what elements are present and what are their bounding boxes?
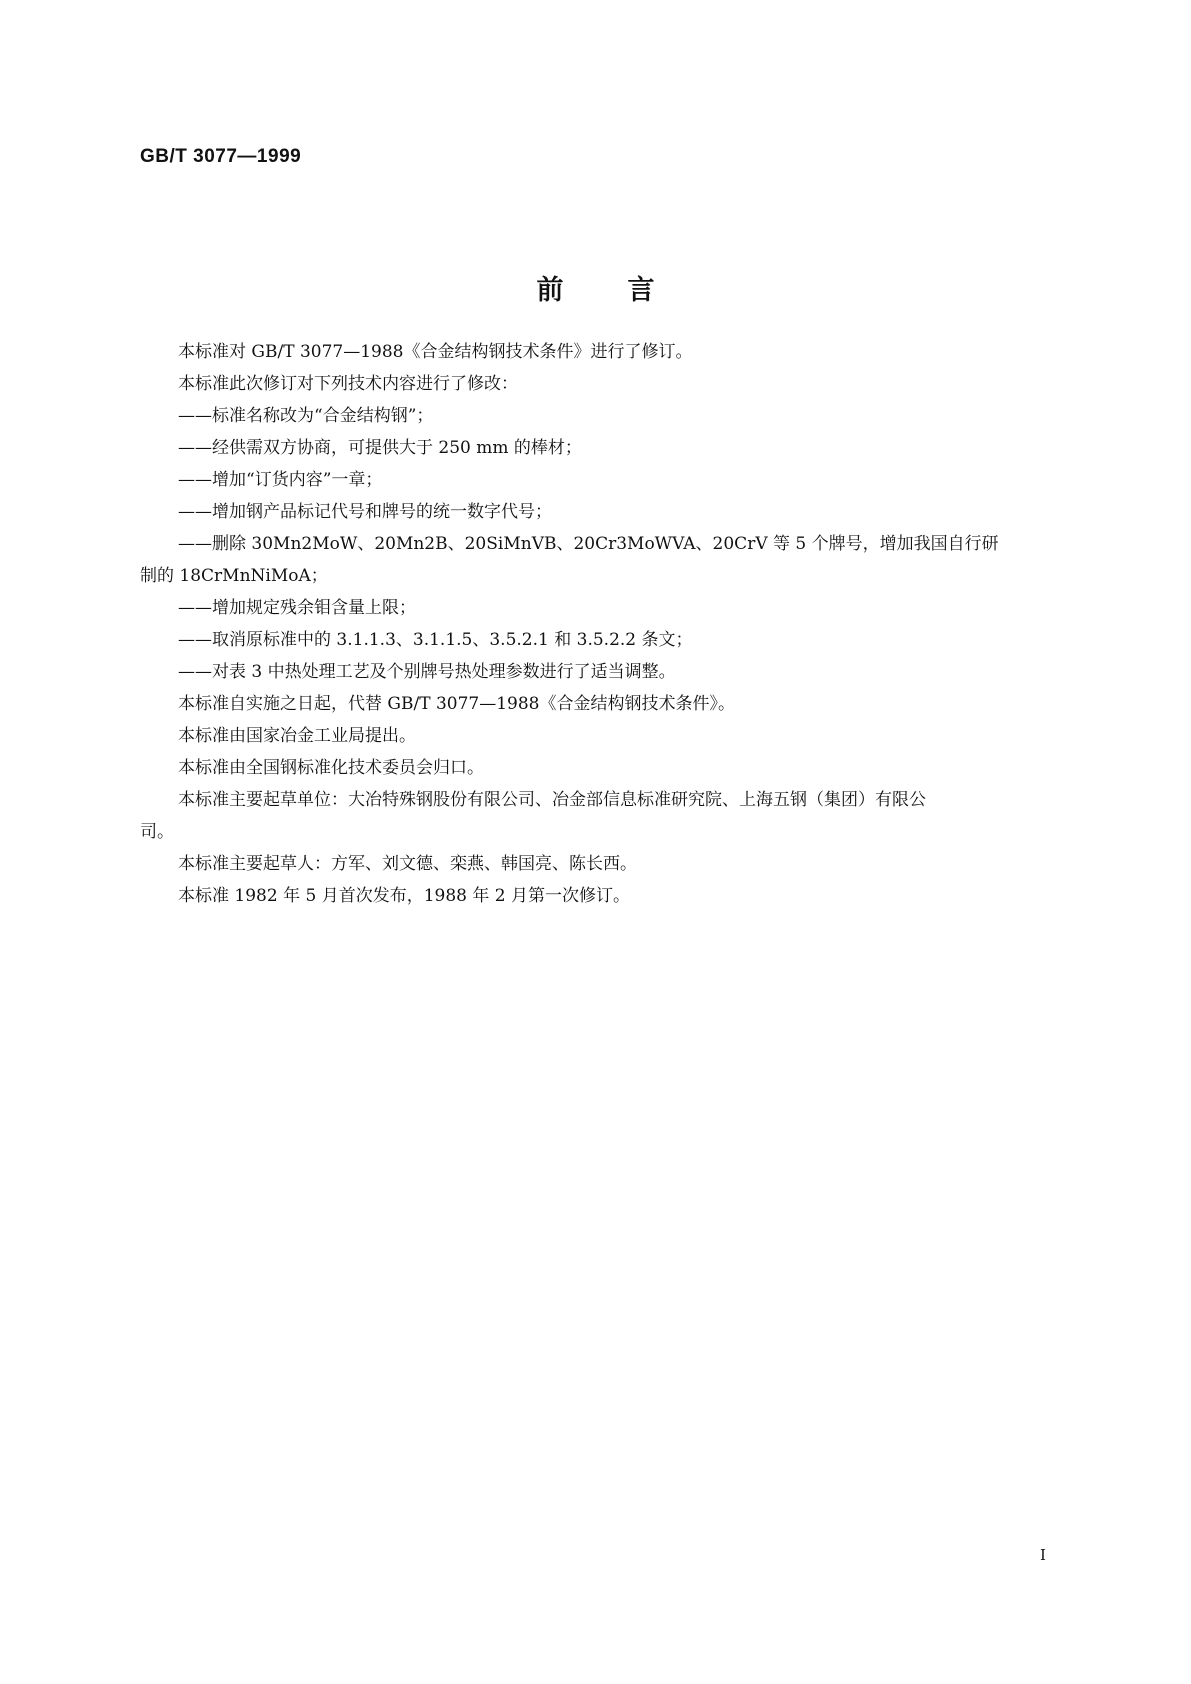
- page-title: 前言: [536, 275, 719, 306]
- paragraph-drafting-units-continuation: 司。: [140, 822, 174, 842]
- page-number: I: [1040, 1546, 1046, 1564]
- paragraph-under-jurisdiction: 本标准由全国钢标准化技术委员会归口。: [178, 758, 484, 778]
- paragraph-revision-of: 本标准对 GB/T 3077—1988《合金结构钢技术条件》进行了修订。: [178, 342, 693, 362]
- list-item: ——经供需双方协商，可提供大于 250 mm 的棒材；: [178, 438, 582, 458]
- list-item-continuation: 制的 18CrMnNiMoA；: [140, 566, 328, 586]
- paragraph-drafting-units: 本标准主要起草单位：大冶特殊钢股份有限公司、冶金部信息标准研究院、上海五钢（集团）有限公: [178, 790, 926, 810]
- list-item: ——对表 3 中热处理工艺及个别牌号热处理参数进行了适当调整。: [178, 662, 676, 682]
- paragraph-proposed-by: 本标准由国家冶金工业局提出。: [178, 726, 416, 746]
- paragraph-history: 本标准 1982 年 5 月首次发布，1988 年 2 月第一次修订。: [178, 886, 630, 906]
- foreword-body: [140, 336, 1066, 912]
- paragraph-drafters: 本标准主要起草人：方军、刘文德、栾燕、韩国亮、陈长西。: [178, 854, 637, 874]
- list-item: ——取消原标准中的 3.1.1.3、3.1.1.5、3.5.2.1 和 3.5.2.2 条文；: [178, 630, 693, 650]
- paragraph-changes-intro: 本标准此次修订对下列技术内容进行了修改：: [178, 374, 518, 394]
- list-item: ——增加“订货内容”一章；: [178, 470, 383, 490]
- list-item: ——删除 30Mn2MoW、20Mn2B、20SiMnVB、20Cr3MoWVA、20CrV 等 5 个牌号，增加我国自行研: [178, 534, 999, 554]
- standard-number: GB/T 3077—1999: [140, 146, 302, 167]
- list-item: ——增加规定残余钼含量上限；: [178, 598, 416, 618]
- list-item: ——增加钢产品标记代号和牌号的统一数字代号；: [178, 502, 552, 522]
- paragraph-replaces: 本标准自实施之日起，代替 GB/T 3077—1988《合金结构钢技术条件》。: [178, 694, 735, 714]
- list-item: ——标准名称改为“合金结构钢”；: [178, 406, 434, 426]
